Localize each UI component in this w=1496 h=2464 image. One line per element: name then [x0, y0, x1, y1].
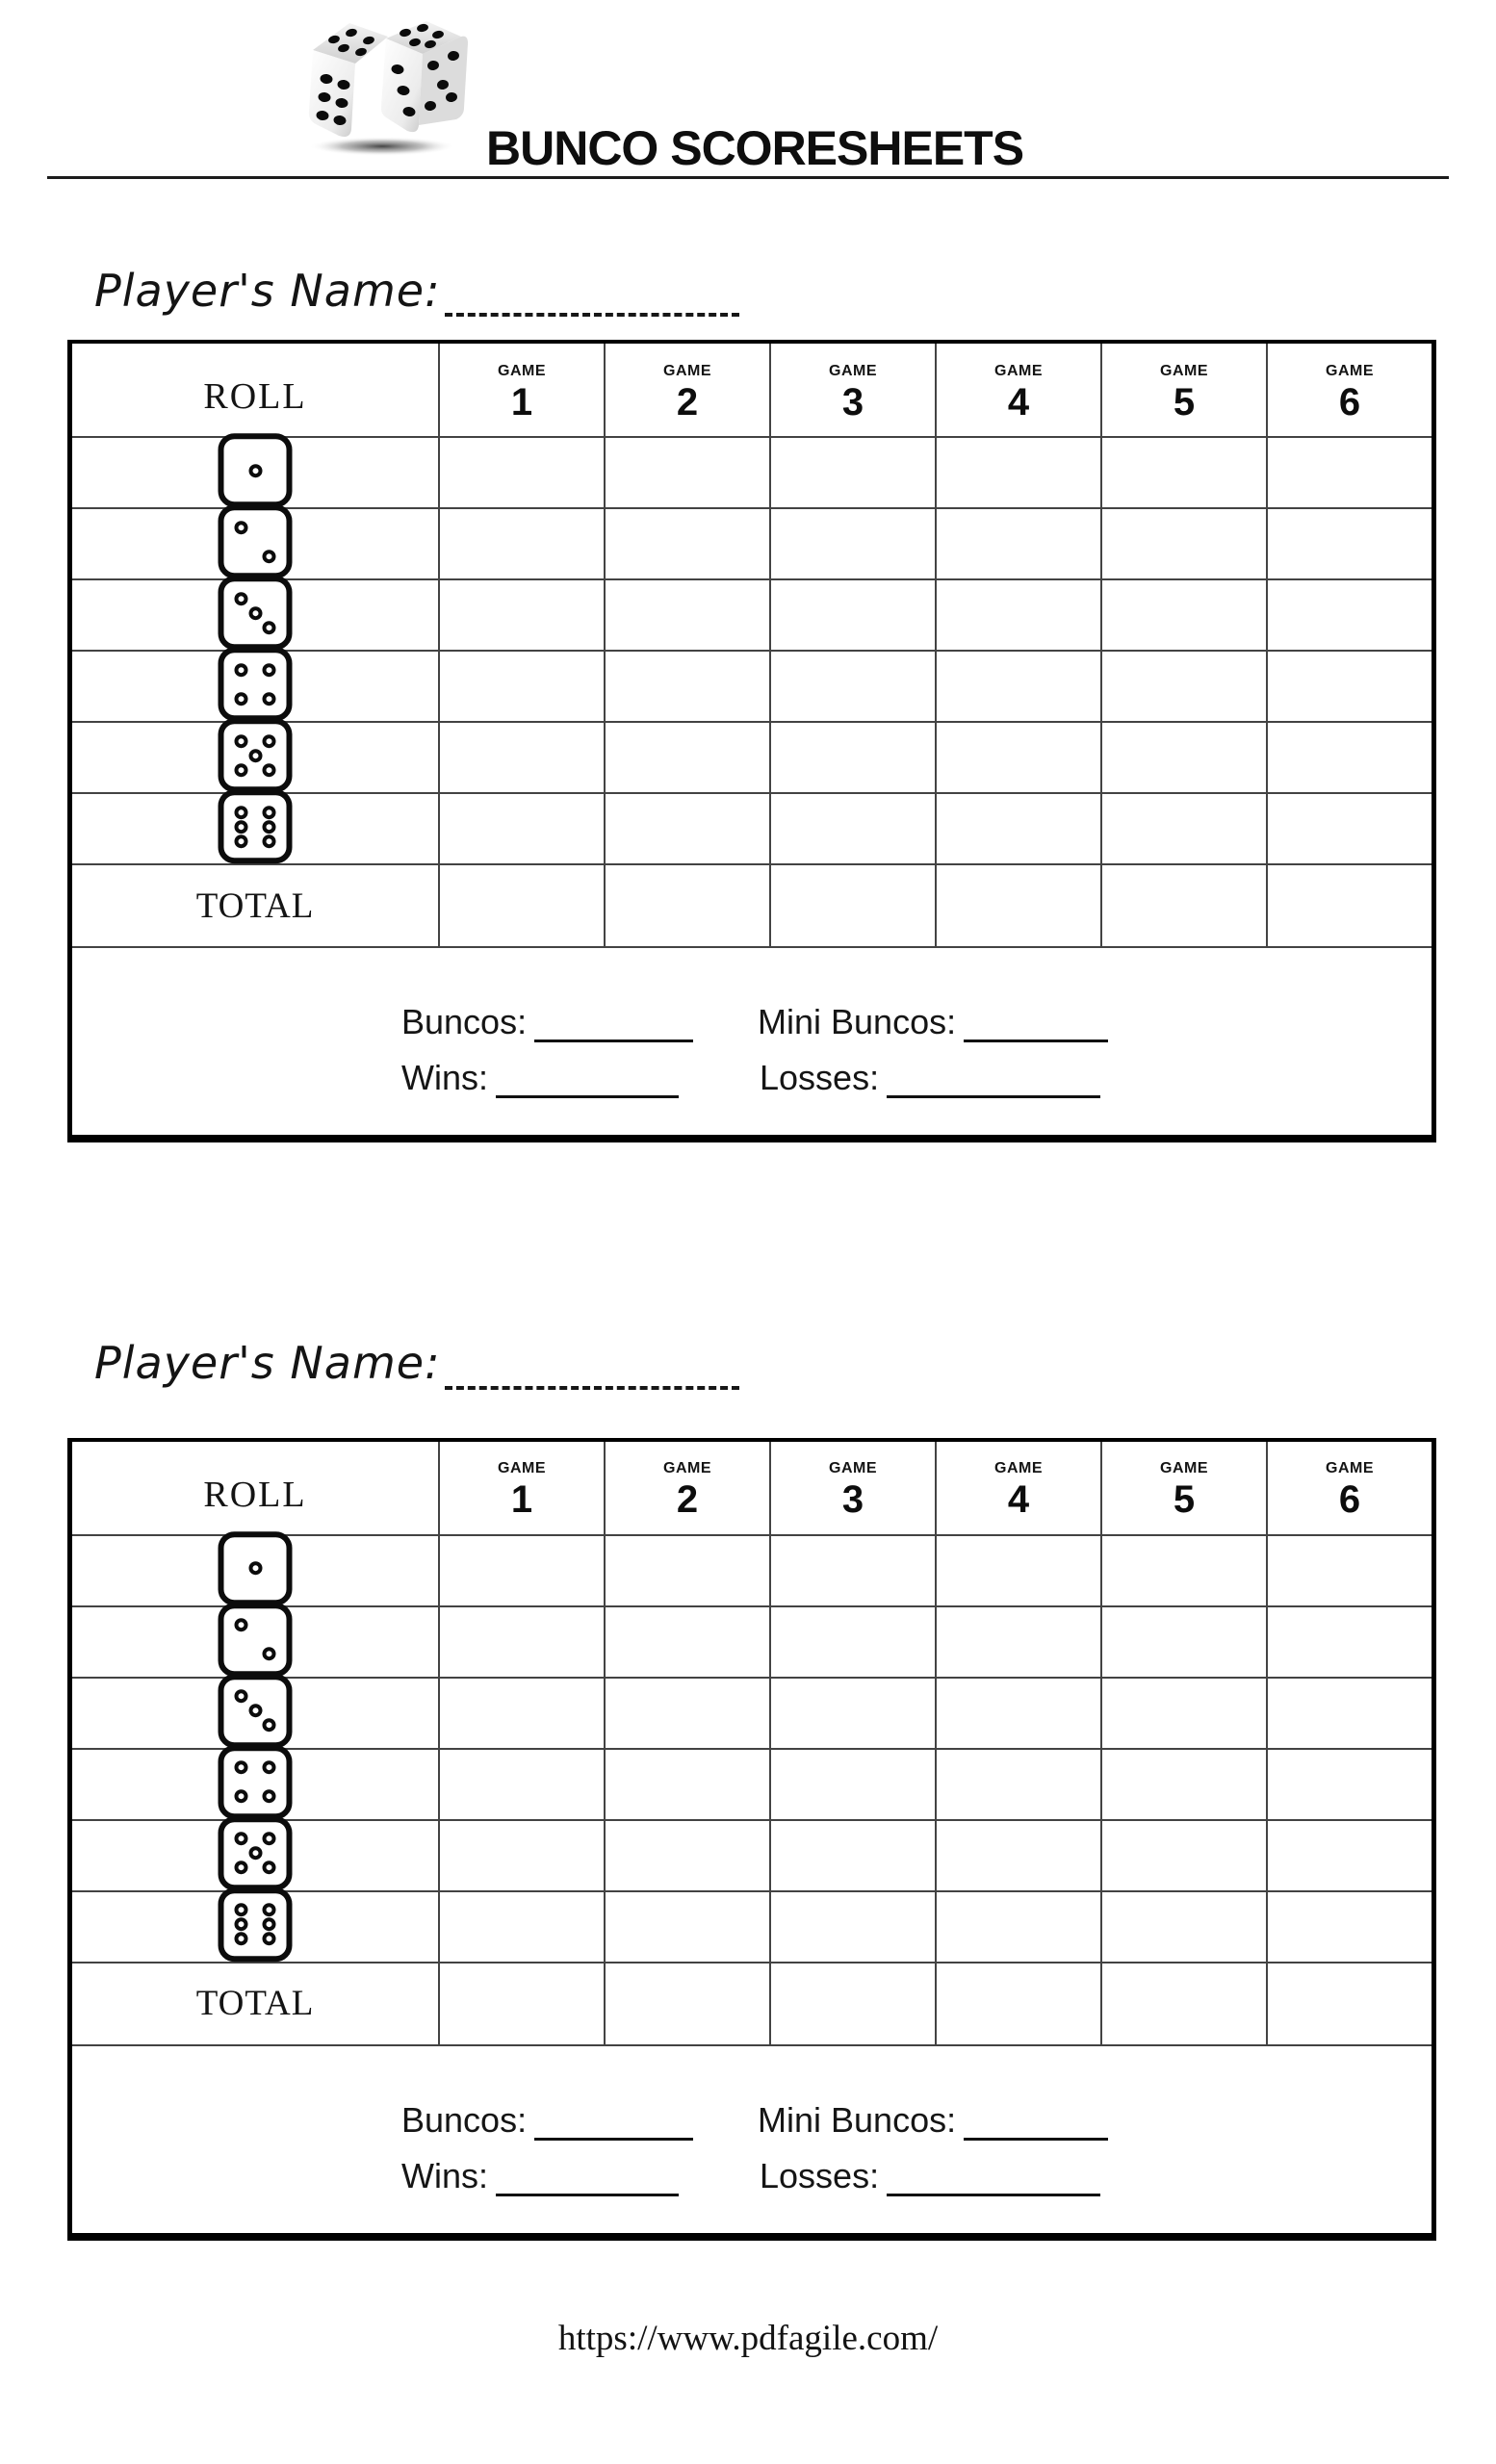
total-cell[interactable] [604, 863, 769, 946]
losses-blank[interactable] [887, 1095, 1100, 1098]
game-6-header: GAME 6 [1266, 344, 1432, 436]
roll-column-header: ROLL [203, 1474, 307, 1515]
game-6-header: GAME 6 [1266, 1442, 1432, 1534]
table-header-row [72, 344, 1432, 436]
score-cell[interactable] [935, 1605, 1100, 1677]
footer-url[interactable]: https://www.pdfagile.com/ [557, 2318, 939, 2358]
score-cell[interactable] [1266, 436, 1432, 507]
page-title: BUNCO SCORESHEETS [486, 121, 1024, 175]
total-cell[interactable] [935, 863, 1100, 946]
roll-row-2 [72, 1605, 1432, 1677]
table-header-row [72, 1442, 1432, 1534]
game-3-header: GAME 3 [769, 344, 935, 436]
buncos-label: Buncos: [401, 1002, 528, 1042]
score-cell[interactable] [1266, 578, 1432, 650]
buncos-label: Buncos: [401, 2099, 528, 2140]
score-cell[interactable] [935, 1819, 1100, 1890]
game-2-header: GAME 2 [604, 1442, 769, 1534]
game-4-header: GAME 4 [935, 344, 1100, 436]
die-6-icon [219, 1887, 293, 1962]
die-2-icon [219, 505, 293, 579]
score-cell[interactable] [935, 1748, 1100, 1819]
score-cell[interactable] [604, 1819, 769, 1890]
score-cell[interactable] [604, 436, 769, 507]
mini-buncos-field [758, 2100, 1108, 2141]
buncos-blank[interactable] [534, 1040, 693, 1042]
score-cell[interactable] [1100, 721, 1266, 792]
score-cell[interactable] [604, 507, 769, 578]
wins-field [401, 1058, 679, 1098]
score-cell[interactable] [604, 1534, 769, 1605]
score-cell[interactable] [1100, 436, 1266, 507]
score-cell[interactable] [1266, 1677, 1432, 1748]
total-cell[interactable] [438, 863, 604, 946]
wins-field [401, 2156, 679, 2196]
game-1-header: GAME 1 [438, 344, 604, 436]
score-cell[interactable] [1100, 1819, 1266, 1890]
score-cell[interactable] [769, 1605, 935, 1677]
game-5-header: GAME 5 [1100, 1442, 1266, 1534]
score-cell[interactable] [769, 436, 935, 507]
score-cell[interactable] [935, 507, 1100, 578]
score-cell[interactable] [1100, 1534, 1266, 1605]
roll-row-4 [72, 1748, 1432, 1819]
stats-section [72, 2044, 1432, 2233]
wins-blank[interactable] [496, 2194, 679, 2196]
score-cell[interactable] [438, 1605, 604, 1677]
score-cell[interactable] [769, 792, 935, 863]
total-cell[interactable] [1100, 863, 1266, 946]
score-cell[interactable] [438, 507, 604, 578]
player-name-row [94, 266, 1436, 317]
score-cell[interactable] [604, 650, 769, 721]
die-3-icon [219, 1674, 293, 1748]
score-cell[interactable] [935, 1677, 1100, 1748]
total-label: TOTAL [72, 1962, 438, 2044]
mini-buncos-field [758, 1002, 1108, 1042]
losses-field [760, 1058, 1100, 1098]
total-cell[interactable] [935, 1962, 1100, 2044]
game-1-header: GAME 1 [438, 1442, 604, 1534]
score-cell[interactable] [935, 436, 1100, 507]
die-3-icon [219, 577, 293, 651]
losses-label: Losses: [760, 1058, 880, 1098]
score-cell[interactable] [438, 1890, 604, 1962]
score-cell[interactable] [769, 1748, 935, 1819]
score-cell[interactable] [1100, 1605, 1266, 1677]
roll-row-3 [72, 578, 1432, 650]
score-cell[interactable] [1100, 1677, 1266, 1748]
roll-row-5 [72, 1819, 1432, 1890]
score-cell[interactable] [769, 1819, 935, 1890]
total-label: TOTAL [72, 863, 438, 946]
die-4-icon [219, 648, 293, 722]
player-name-blank[interactable] [445, 1378, 739, 1390]
roll-row-4 [72, 650, 1432, 721]
scoresheet-1 [0, 266, 1496, 1142]
score-cell[interactable] [1266, 792, 1432, 863]
losses-blank[interactable] [887, 2194, 1100, 2196]
roll-column-header: ROLL [203, 376, 307, 418]
score-cell[interactable] [604, 1748, 769, 1819]
scoresheet-2 [0, 1338, 1496, 2240]
wins-label: Wins: [401, 2155, 488, 2195]
roll-row-2 [72, 507, 1432, 578]
game-3-header: GAME 3 [769, 1442, 935, 1534]
total-cell[interactable] [1266, 863, 1432, 946]
score-cell[interactable] [604, 1605, 769, 1677]
score-table [67, 1438, 1436, 2241]
score-cell[interactable] [604, 1890, 769, 1962]
score-cell[interactable] [438, 1748, 604, 1819]
score-cell[interactable] [1266, 650, 1432, 721]
roll-row-5 [72, 721, 1432, 792]
mini-buncos-label: Mini Buncos: [758, 1002, 957, 1042]
die-2-icon [219, 1603, 293, 1677]
die-5-icon [219, 1816, 293, 1890]
stats-section [72, 946, 1432, 1135]
score-cell[interactable] [438, 721, 604, 792]
score-cell[interactable] [935, 721, 1100, 792]
total-row [72, 1962, 1432, 2044]
roll-row-6 [72, 792, 1432, 863]
total-cell[interactable] [1100, 1962, 1266, 2044]
die-1-icon [219, 1531, 293, 1605]
player-name-blank[interactable] [445, 305, 739, 317]
score-cell[interactable] [438, 650, 604, 721]
game-2-header: GAME 2 [604, 344, 769, 436]
page-header [47, 0, 1449, 179]
losses-field [760, 2156, 1100, 2196]
score-cell[interactable] [438, 1677, 604, 1748]
score-cell[interactable] [769, 1890, 935, 1962]
die-1-icon [219, 434, 293, 508]
score-cell[interactable] [769, 507, 935, 578]
player-name-row [94, 1338, 1436, 1389]
roll-row-1 [72, 436, 1432, 507]
mini-buncos-blank[interactable] [964, 1040, 1108, 1042]
wins-label: Wins: [401, 1058, 488, 1098]
score-cell[interactable] [935, 578, 1100, 650]
score-cell[interactable] [438, 1534, 604, 1605]
game-5-header: GAME 5 [1100, 344, 1266, 436]
score-cell[interactable] [1100, 650, 1266, 721]
score-cell[interactable] [438, 436, 604, 507]
score-cell[interactable] [1100, 1890, 1266, 1962]
buncos-blank[interactable] [534, 2138, 693, 2141]
die-6-icon [219, 790, 293, 864]
total-cell[interactable] [604, 1962, 769, 2044]
game-4-header: GAME 4 [935, 1442, 1100, 1534]
roll-row-3 [72, 1677, 1432, 1748]
die-4-icon [219, 1745, 293, 1819]
mini-buncos-label: Mini Buncos: [758, 2099, 957, 2140]
score-cell[interactable] [604, 721, 769, 792]
score-cell[interactable] [1100, 507, 1266, 578]
score-cell[interactable] [935, 650, 1100, 721]
score-cell[interactable] [604, 792, 769, 863]
score-cell[interactable] [1266, 507, 1432, 578]
score-cell[interactable] [1266, 1819, 1432, 1890]
score-cell[interactable] [769, 578, 935, 650]
buncos-field [401, 1002, 693, 1042]
score-cell[interactable] [438, 1819, 604, 1890]
score-cell[interactable] [1266, 1890, 1432, 1962]
score-cell[interactable] [769, 1677, 935, 1748]
score-cell[interactable] [1100, 1748, 1266, 1819]
die-5-icon [219, 719, 293, 793]
score-cell[interactable] [769, 1534, 935, 1605]
score-cell[interactable] [604, 1677, 769, 1748]
score-cell[interactable] [769, 650, 935, 721]
score-cell[interactable] [1266, 1605, 1432, 1677]
losses-label: Losses: [760, 2155, 880, 2195]
total-row [72, 863, 1432, 946]
score-cell[interactable] [1100, 792, 1266, 863]
score-cell[interactable] [769, 721, 935, 792]
score-cell[interactable] [1100, 578, 1266, 650]
wins-blank[interactable] [496, 1095, 679, 1098]
player-name-label: Player's Name: [94, 265, 441, 317]
total-cell[interactable] [1266, 1962, 1432, 2044]
score-cell[interactable] [604, 578, 769, 650]
total-cell[interactable] [438, 1962, 604, 2044]
score-cell[interactable] [438, 578, 604, 650]
total-cell[interactable] [769, 863, 935, 946]
roll-row-6 [72, 1890, 1432, 1962]
buncos-field [401, 2100, 693, 2141]
score-cell[interactable] [935, 1890, 1100, 1962]
total-cell[interactable] [769, 1962, 935, 2044]
score-cell[interactable] [438, 792, 604, 863]
roll-row-1 [72, 1534, 1432, 1605]
score-cell[interactable] [935, 1534, 1100, 1605]
score-cell[interactable] [1266, 721, 1432, 792]
player-name-label: Player's Name: [94, 1337, 441, 1390]
score-table [67, 340, 1436, 1142]
score-cell[interactable] [1266, 1748, 1432, 1819]
mini-buncos-blank[interactable] [964, 2138, 1108, 2141]
score-cell[interactable] [935, 792, 1100, 863]
score-cell[interactable] [1266, 1534, 1432, 1605]
dice-pair-icon [284, 8, 481, 160]
